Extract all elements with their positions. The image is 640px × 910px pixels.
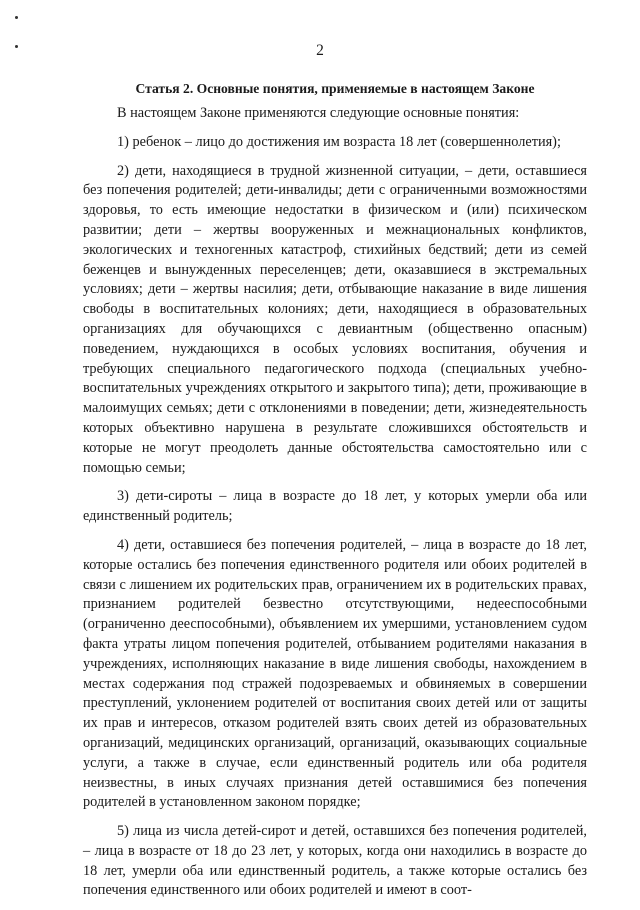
scan-speck	[15, 16, 18, 19]
definition-item-5: 5) лица из числа детей-сирот и детей, оставшихся без попечения родителей, – лица в возрасте от 18 до 23 лет, у которых, когда они находились в возрасте до 18 лет, умерли оба или единственный родитель, а также которые остались без попечения единственного или обоих родителей и имеют в соот-	[83, 823, 587, 899]
article-intro: В настоящем Законе применяются следующие основные понятия:	[117, 105, 520, 121]
page-number: 2	[316, 42, 324, 59]
definition-item-1: 1) ребенок – лицо до достижения им возраста 18 лет (совершеннолетия);	[117, 133, 561, 150]
definition-item-2: 2) дети, находящиеся в трудной жизненной ситуации, – дети, оставшиеся без попечения родителей; дети-инвалиды; дети с ограниченными возможностями здоровья, то есть имеющие недостатки в физическом и (или) психическом развитии; дети – жертвы вооруженных и межнациональных конфликтов, экологических и техногенных катастроф, стихийных бедствий; дети из семей беженцев и вынужденных переселенцев; дети, оказавшиеся в экстремальных условиях; дети – жертвы насилия; дети, отбывающие наказание в виде лишения свободы в воспитательных колониях; дети, находящиеся в образовательных организациях для обучающихся с девиантным (общественно опасным) поведением, нуждающихся в особых условиях воспитания, обучения и требующих специального педагогического подхода (специальных учебно-воспитательных учреждениях открытого и закрытого типа); дети, проживающие в малоимущих семьях; дети с отклонениями в поведении; дети, жизнедеятельность которых объективно нарушена в результате сложившихся обстоятельств и которые не могут преодолеть данные обстоятельства самостоятельно или с помощью семьи;	[83, 162, 587, 476]
article-heading: Статья 2. Основные понятия, применяемые в настоящем Законе	[135, 81, 535, 96]
definition-item-4: 4) дети, оставшиеся без попечения родителей, – лица в возрасте до 18 лет, которые остались без попечения единственного родителя или обоих родителей в связи с лишением их родительских прав, ограничением их в родительских правах, признанием родителей безвестно отсутствующими, недееспособными (ограниченно дееспособными), объявлением их умершими, установлением судом факта утраты лицом попечения родителей, отбыванием родителями наказания в учреждениях, исполняющих наказание в виде лишения свободы, нахождением в местах содержания под стражей подозреваемых и обвиняемых в совершении преступлений, уклонением родителей от воспитания своих детей или от защиты их прав и интересов, отказом родителей взять своих детей из образовательных организаций, медицинских организаций, организаций, оказывающих социальные услуги, а также в случае, если единственный родитель или оба родителя неизвестны, в иных случаях признания детей оставшимися без попечения родителей в установленном законом порядке;	[83, 536, 587, 811]
definition-item-3: 3) дети-сироты – лица в возрасте до 18 лет, у которых умерли оба или единственный родитель;	[83, 488, 587, 525]
article-content	[83, 80, 587, 910]
